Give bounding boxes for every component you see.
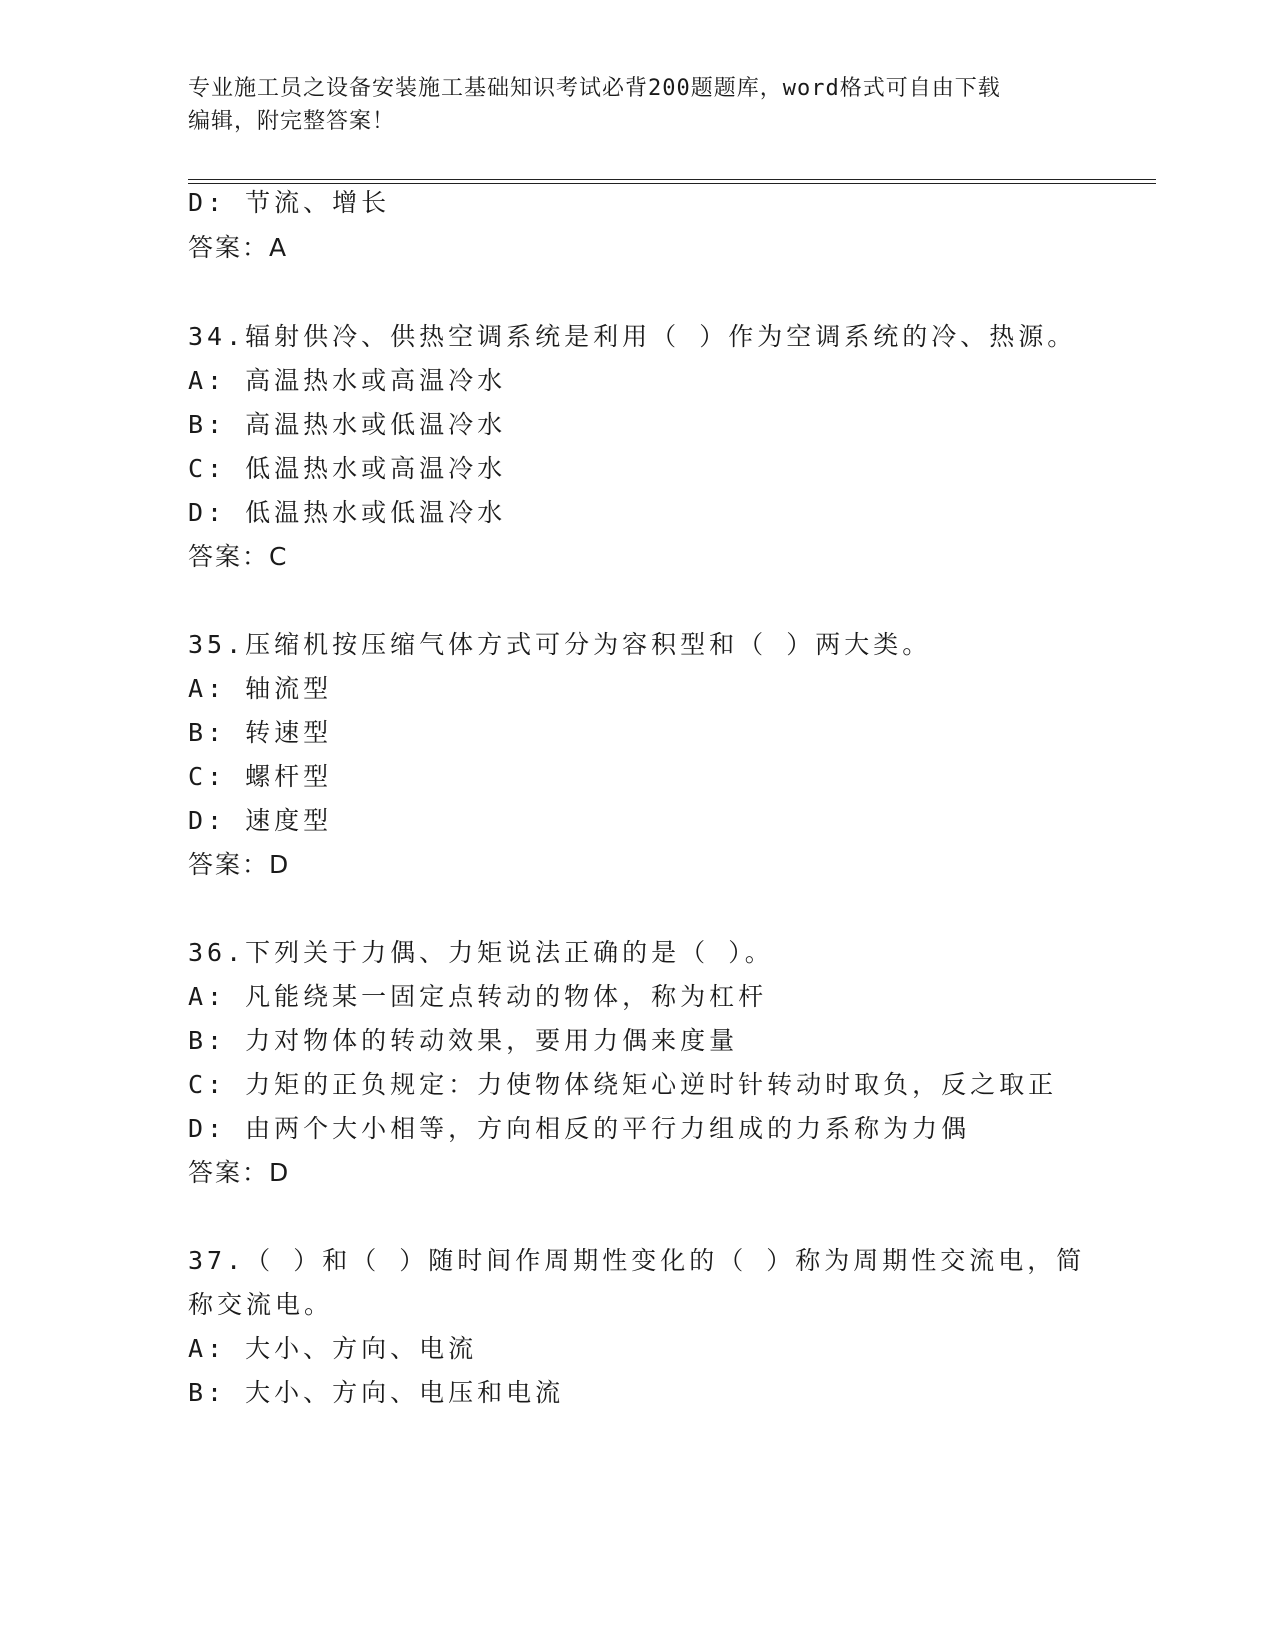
- option-d: D: 低温热水或低温冷水: [188, 498, 507, 527]
- answer-value: D: [269, 850, 289, 879]
- option-b: B: 大小、方向、电压和电流: [188, 1378, 565, 1407]
- question-stem-line-2: 称交流电。: [188, 1290, 334, 1319]
- answer-value: A: [269, 233, 287, 262]
- option-b: B: 转速型: [188, 718, 333, 747]
- option-c: C: 螺杆型: [188, 762, 333, 791]
- document-header: [188, 72, 1088, 138]
- answer-line: [188, 540, 286, 574]
- option-a: A: 轴流型: [188, 674, 333, 703]
- option-a: A: 高温热水或高温冷水: [188, 366, 507, 395]
- question-stem: 35.压缩机按压缩气体方式可分为容积型和（ ）两大类。: [188, 630, 932, 659]
- question-stem-line-1: 37.（ ）和（ ）随时间作周期性变化的（ ）称为周期性交流电，简: [188, 1246, 1086, 1275]
- answer-label: 答案：: [188, 542, 270, 571]
- answer-line: [188, 231, 286, 265]
- option-c: C: 低温热水或高温冷水: [188, 454, 507, 483]
- answer-line: [188, 848, 288, 882]
- option-a: A: 凡能绕某一固定点转动的物体，称为杠杆: [188, 982, 768, 1011]
- option-d: D: 速度型: [188, 806, 333, 835]
- question-stem: 34.辐射供冷、供热空调系统是利用（ ）作为空调系统的冷、热源。: [188, 322, 1077, 351]
- answer-line: [188, 1156, 288, 1190]
- answer-label: 答案：: [188, 233, 270, 262]
- answer-value: C: [269, 542, 287, 571]
- question-stem: 36.下列关于力偶、力矩说法正确的是（ ）。: [188, 938, 774, 967]
- header-divider-bottom: [188, 183, 1156, 184]
- option-b: B: 高温热水或低温冷水: [188, 410, 507, 439]
- option-b: B: 力对物体的转动效果，要用力偶来度量: [188, 1026, 739, 1055]
- header-line-2: 编辑，附完整答案！: [188, 109, 396, 134]
- header-line-1: 专业施工员之设备安装施工基础知识考试必背200题题库，word格式可自由下载: [188, 76, 1001, 101]
- answer-label: 答案：: [188, 850, 270, 879]
- answer-label: 答案：: [188, 1158, 270, 1187]
- answer-value: D: [269, 1158, 289, 1187]
- option-d: D: 节流、增长: [188, 188, 391, 217]
- option-d: D: 由两个大小相等，方向相反的平行力组成的力系称为力偶: [188, 1114, 971, 1143]
- option-a: A: 大小、方向、电流: [188, 1334, 478, 1363]
- header-divider-top: [188, 179, 1156, 180]
- option-c: C: 力矩的正负规定：力使物体绕矩心逆时针转动时取负，反之取正: [188, 1070, 1058, 1099]
